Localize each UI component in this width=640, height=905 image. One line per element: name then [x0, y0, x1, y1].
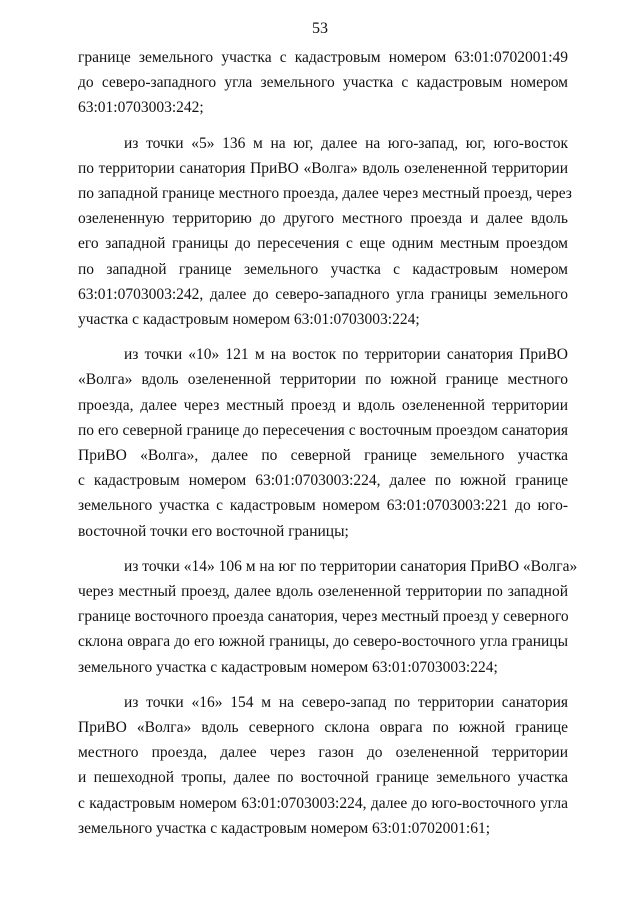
- text-line: склона оврага до его южной границы, до северо-восточного угла границы: [78, 633, 568, 651]
- text-line: по западной границе земельного участка с кадастровым номером: [78, 260, 568, 278]
- text-line: проезда, далее через местный проезд и вдоль озелененной территории: [78, 396, 568, 414]
- text-line: по его северной границе до пересечения с восточным проездом санатория: [78, 421, 568, 439]
- text-line: и пешеходной тропы, далее по восточной границе земельного участка: [78, 769, 568, 787]
- document-body: [78, 45, 578, 841]
- paragraph-3: [78, 342, 568, 544]
- text-line: по территории санатория ПриВО «Волга» вдоль озелененной территории: [78, 159, 568, 177]
- text-line: границе восточного проезда санатория, через местный проезд у северного: [78, 608, 569, 626]
- text-line: земельного участка с кадастровым номером 63:01:0702001:61;: [78, 819, 491, 837]
- text-line: земельного участка с кадастровым номером 63:01:0703003:224;: [78, 658, 498, 676]
- page-number: 53: [312, 20, 328, 37]
- text-line: 63:01:0703003:242;: [78, 99, 204, 117]
- text-line: ПриВО «Волга» вдоль северного склона оврага по южной границе: [78, 719, 568, 737]
- text-line: из точки «14» 106 м на юг по территории санатория ПриВО «Волга»: [124, 557, 578, 575]
- text-line: до северо-западного угла земельного участка с кадастровым номером: [78, 74, 568, 92]
- text-line: его западной границы до пересечения с еще одним местным проездом: [78, 235, 568, 253]
- text-line: озелененную территорию до другого местного проезда и далее вдоль: [78, 210, 568, 228]
- text-line: ПриВО «Волга», далее по северной границе земельного участка: [78, 447, 568, 465]
- text-line: с кадастровым номером 63:01:0703003:224, далее по южной границе: [78, 472, 568, 490]
- paragraph-4: [78, 554, 578, 680]
- text-line: участка с кадастровым номером 63:01:0703003:224;: [78, 311, 420, 329]
- paragraph-5: [78, 690, 568, 841]
- text-line: 63:01:0703003:242, далее до северо-западного угла границы земельного: [78, 285, 568, 303]
- text-line: по западной границе местного проезда, далее через местный проезд, через: [78, 185, 572, 203]
- text-line: из точки «10» 121 м на восток по территории санатория ПриВО: [124, 346, 568, 364]
- text-line: восточной точки его восточной границы;: [78, 522, 349, 540]
- text-line: с кадастровым номером 63:01:0703003:224, далее до юго-восточного угла: [78, 794, 568, 812]
- text-line: из точки «16» 154 м на северо-запад по территории санатория: [124, 693, 568, 711]
- paragraph-1: [78, 45, 568, 121]
- text-line: границе земельного участка с кадастровым номером 63:01:0702001:49: [78, 49, 568, 66]
- text-line: земельного участка с кадастровым номером 63:01:0703003:221 до юго-: [78, 497, 568, 515]
- text-line: из точки «5» 136 м на юг, далее на юго-запад, юг, юго-восток: [124, 134, 568, 152]
- paragraph-2: [78, 131, 572, 333]
- text-line: «Волга» вдоль озелененной территории по южной границе местного: [78, 371, 568, 389]
- text-line: через местный проезд, далее вдоль озелененной территории по западной: [78, 583, 568, 601]
- text-line: местного проезда, далее через газон до озелененной территории: [78, 744, 568, 762]
